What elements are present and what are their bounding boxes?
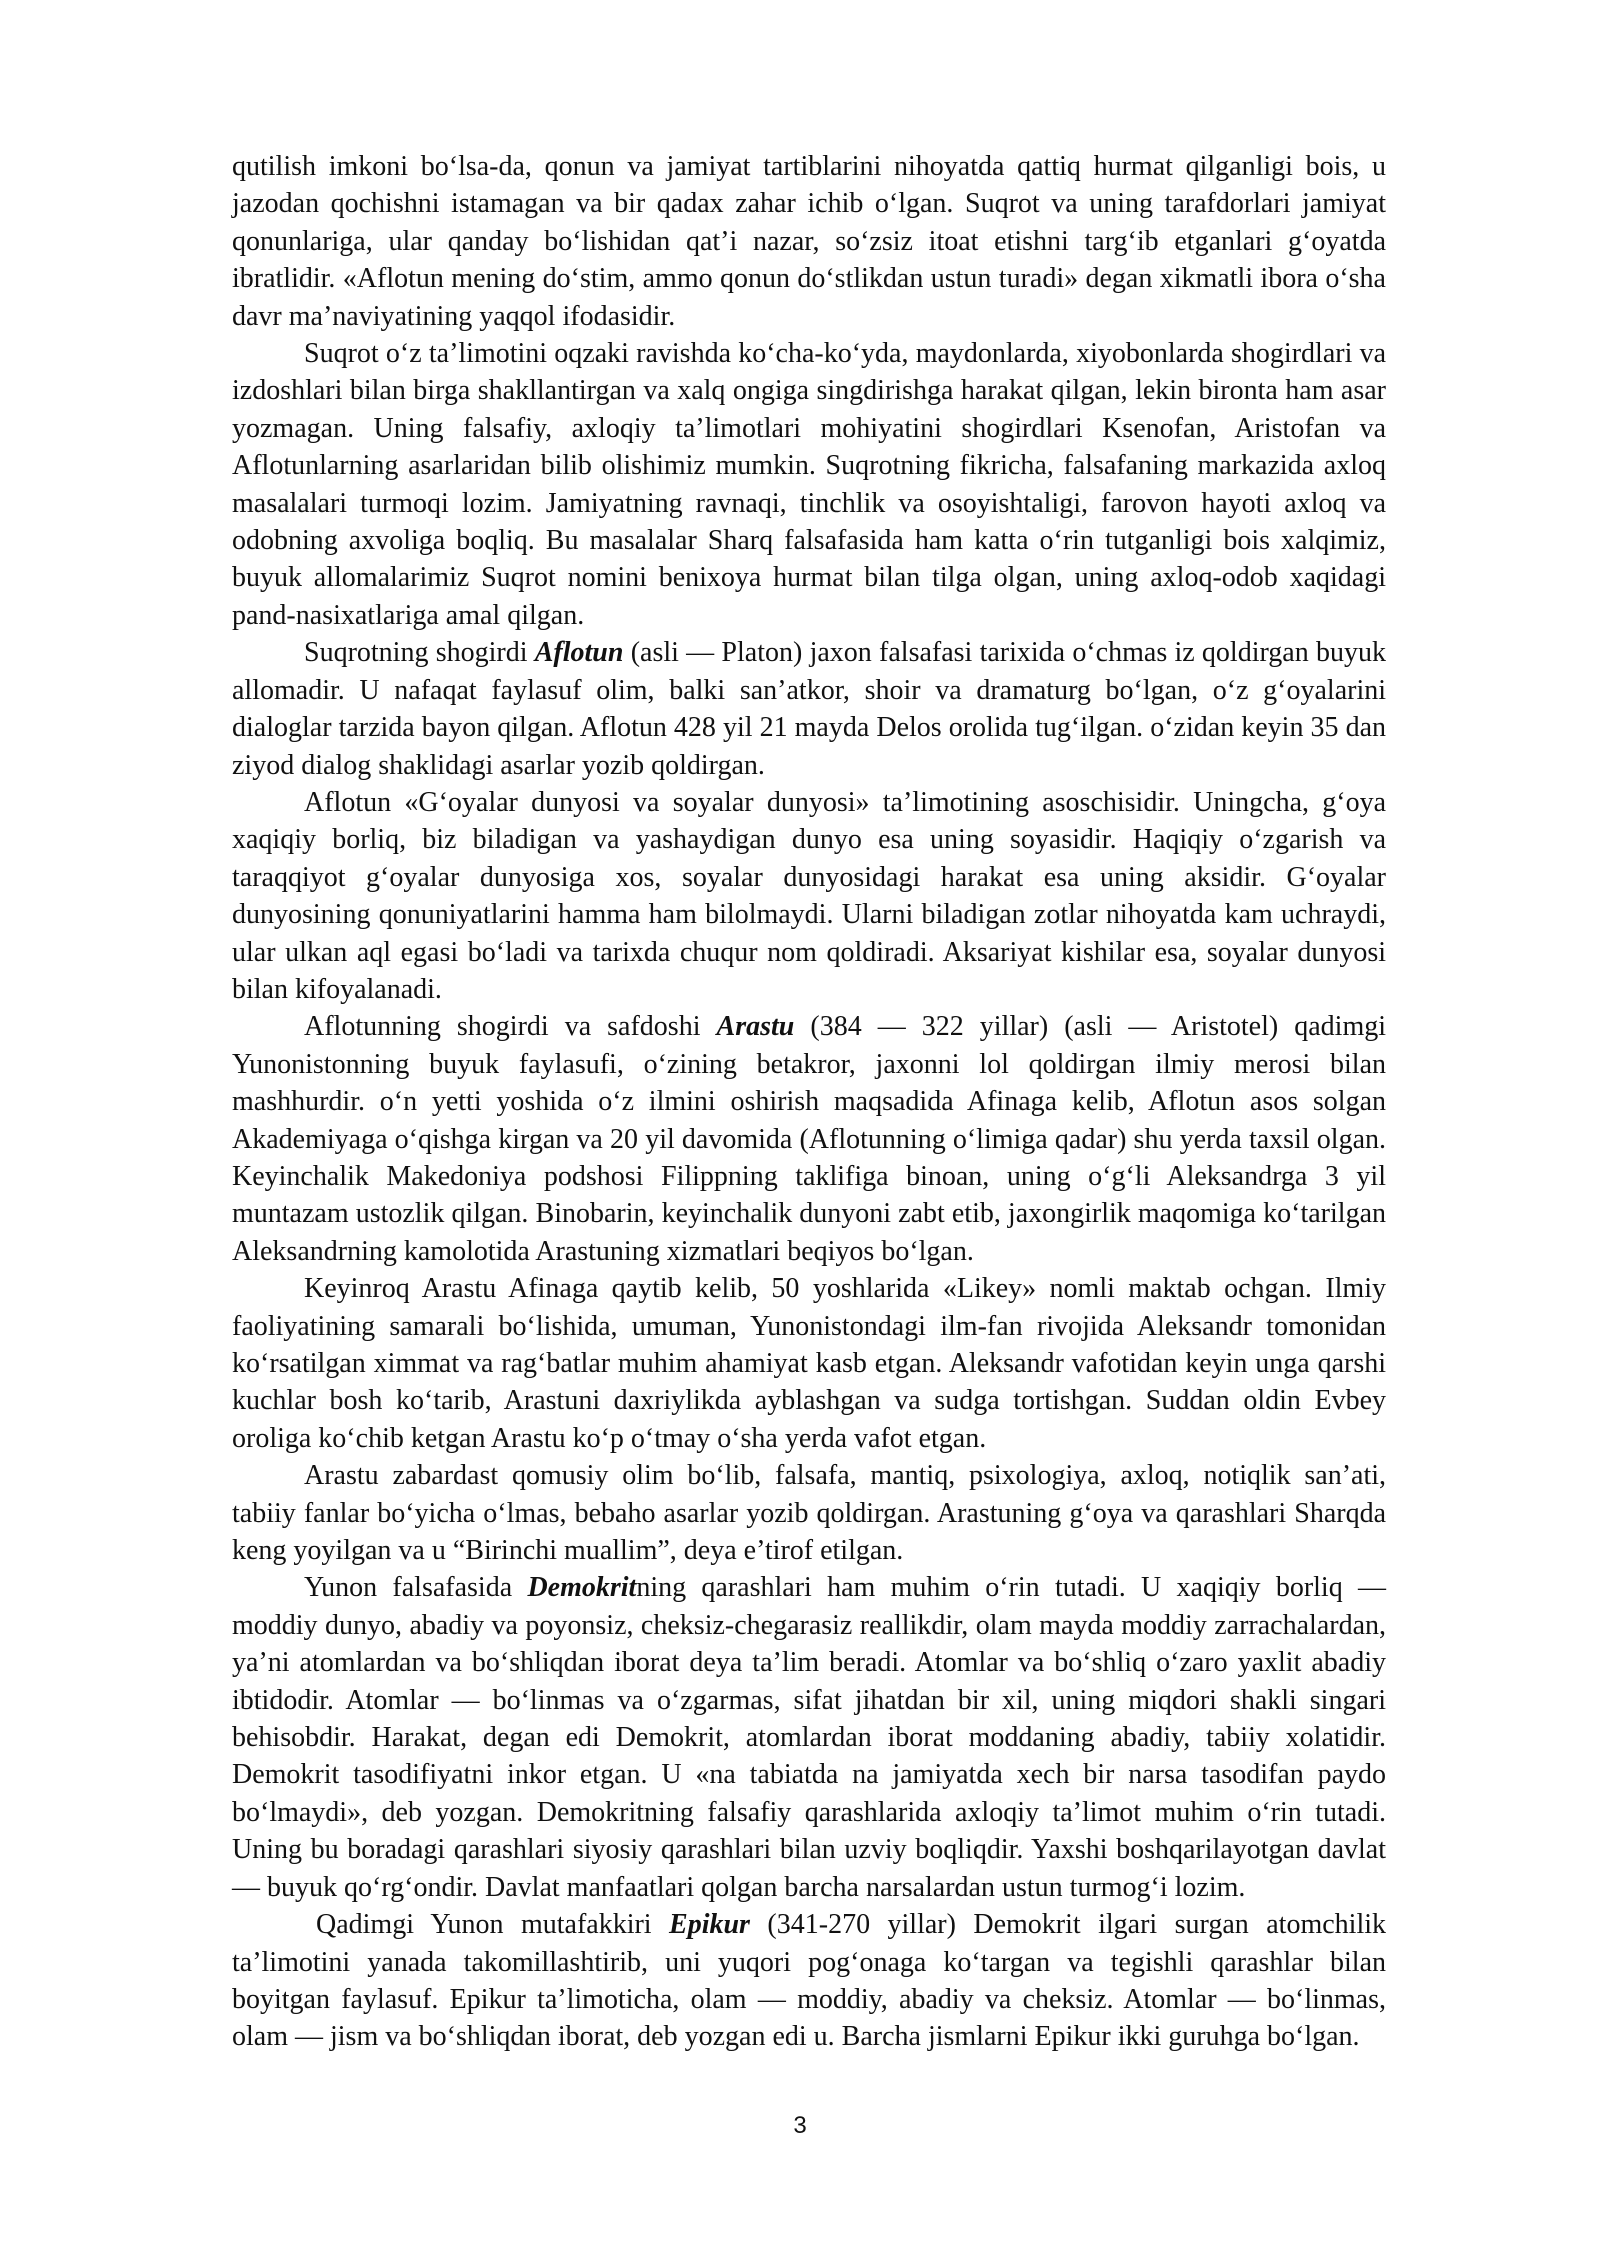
paragraph-lead-text: Aflotunning shogirdi va safdoshi bbox=[304, 1011, 717, 1043]
paragraph-lead-text: Suqrotning shogirdi bbox=[304, 637, 535, 669]
paragraph-body-text: ning qarashlari ham muhim o‘rin tutadi. U xaqiqiy borliq — moddiy dunyo, abadiy va poyonsiz, cheksiz-chegarasiz reallikdir, olam mayda moddiy zarrachalardan, ya’ni atomlardan va bo‘shliqdan iborat deya ta’lim beradi. Atomlar va bo‘shliq o‘zaro yaxlit abadiy ibtidodir. Atomlar — bo‘linmas va o‘zgarmas, sifat jihatdan bir xil, uning miqdori shakli singari behisobdir. Harakat, degan edi Demokrit, atomlardan iborat moddaning abadiy, tabiiy xolatidir. Demokrit tasodifiyatni inkor etgan. U «na tabiatda na jamiyatda xech bir narsa tasodifan paydo bo‘lmaydi», deb yozgan. Demokritning falsafiy qarashlarida axloqiy ta’limot muhim o‘rin tutadi. Uning bu boradagi qarashlari siyosiy qarashlari bilan uzviy boqliqdir. Yaxshi boshqarilayotgan davlat — buyuk qo‘rg‘ondir. Davlat manfaatlari qolgan barcha narsalardan ustun turmog‘i lozim. bbox=[232, 1572, 1387, 1903]
paragraph-arastu-intro bbox=[232, 1008, 1386, 1270]
philosopher-name-epikur: Epikur bbox=[669, 1909, 750, 1941]
paragraph-demokrit bbox=[232, 1569, 1386, 1906]
paragraph-suqrot-teaching: Suqrot o‘z ta’limotini oqzaki ravishda ko‘cha-ko‘yda, maydonlarda, xiyobonlarda shogirdlari va izdoshlari bilan birga shakllantirgan va xalq ongiga singdirishga harakat qilgan, lekin bironta ham asar yozmagan. Uning falsafiy, axloqiy ta’limotlari mohiyatini shogirdlari Ksenofan, Aristofan va Aflotunlarning asarlaridan bilib olishimiz mumkin. Suqrotning fikricha, falsafaning markazida axloq masalalari turmoqi lozim. Jamiyatning ravnaqi, tinchlik va osoyishtaligi, farovon hayoti axloq va odobning axvoliga boqliq. Bu masalalar Sharq falsafasida ham katta o‘rin tutganligi bois xalqimiz, buyuk allomalarimiz Suqrot nomini benixoya hurmat bilan tilga olgan, uning axloq-odob xaqidagi pand-nasixatlariga amal qilgan. bbox=[232, 338, 1386, 631]
philosopher-name-aflotun: Aflotun bbox=[534, 637, 624, 669]
paragraph-body-text: (384 — 322 yillar) (asli — Aristotel) qadimgi Yunonistonning buyuk faylasufi, o‘zining betakror, jaxonni lol qoldirgan ilmiy merosi bilan mashhurdir. o‘n yetti yoshida o‘z ilmini oshirish maqsadida Afinaga kelib, Aflotun asos solgan Akademiyaga o‘qishga kirgan va 20 yil davomida (Aflotunning o‘limiga qadar) shu yerda taxsil olgan. Keyinchalik Makedoniya podshosi Filippning taklifiga binoan, uning o‘g‘li Aleksandrga 3 yil muntazam ustozlik qilgan. Binobarin, keyinchalik dunyoni zabt etib, jaxongirlik maqomiga ko‘tarilgan Aleksandrning kamolotida Arastuning xizmatlari beqiyos bo‘lgan. bbox=[232, 1011, 1386, 1267]
document-page-body bbox=[232, 148, 1386, 2056]
page-number: 3 bbox=[793, 2112, 807, 2139]
paragraph-aflotun-ideas: Aflotun «G‘oyalar dunyosi va soyalar dunyosi» ta’limotining asoschisidir. Uningcha, g‘oya xaqiqiy borliq, biz biladigan va yashaydigan dunyo esa uning soyasidir. Haqiqiy o‘zgarish va taraqqiyot g‘oyalar dunyosiga xos, soyalar dunyosidagi harakat esa uning aksidir. G‘oyalar dunyosining qonuniyatlarini hamma ham bilolmaydi. Ularni biladigan zotlar nihoyatda kam uchraydi, ular ulkan aql egasi bo‘ladi va tarixda chuqur nom qoldiradi. Aksariyat kishilar esa, soyalar dunyosi bilan kifoyalanadi. bbox=[232, 786, 1386, 1005]
paragraph-body-text: (341-270 yillar) Demokrit ilgari surgan atomchilik ta’limotini yanada takomillashtirib, uni yuqori pog‘onaga ko‘targan va tegishli qarashlar bilan boyitgan faylasuf. Epikur ta’limoticha, olam — moddiy, abadiy va cheksiz. Atomlar — bo‘linmas, olam — jism va bo‘shliqdan iborat, deb yozgan edi u. Barcha jismlarni Epikur ikki guruhga bo‘lgan. bbox=[232, 1909, 1387, 2053]
paragraph-arastu-legacy: Arastu zabardast qomusiy olim bo‘lib, falsafa, mantiq, psixologiya, axloq, notiqlik san’ati, tabiiy fanlar bo‘yicha o‘lmas, bebaho asarlar yozib qoldirgan. Arastuning g‘oya va qarashlari Sharqda keng yoyilgan va u “Birinchi muallim”, deya e’tirof etilgan. bbox=[232, 1460, 1386, 1567]
paragraph-body-text: (asli — Platon) jaxon falsafasi tarixida o‘chmas iz qoldirgan buyuk allomadir. U nafaqat faylasuf olim, balki san’atkor, shoir va dramaturg bo‘lgan, o‘z g‘oyalarini dialoglar tarzida bayon qilgan. Aflotun 428 yil 21 mayda Delos orolida tug‘ilgan. o‘zidan keyin 35 dan ziyod dialog shaklidagi asarlar yozib qoldirgan. bbox=[232, 637, 1386, 781]
philosopher-name-arastu: Arastu bbox=[716, 1011, 795, 1043]
paragraph-aflotun-intro bbox=[232, 634, 1386, 784]
philosopher-name-demokrit: Demokrit bbox=[527, 1572, 637, 1604]
paragraph-suqrot-death: qutilish imkoni bo‘lsa-da, qonun va jamiyat tartiblarini nihoyatda qattiq hurmat qilganligi bois, u jazodan qochishni istamagan va bir qadax zahar ichib o‘lgan. Suqrot va uning tarafdorlari jamiyat qonunlariga, ular qanday bo‘lishidan qat’i nazar, so‘zsiz itoat etishni targ‘ib etganlari g‘oyatda ibratlidir. «Aflotun mening do‘stim, ammo qonun do‘stlikdan ustun turadi» degan xikmatli ibora o‘sha davr ma’naviyatining yaqqol ifodasidir. bbox=[232, 151, 1386, 332]
paragraph-arastu-likey: Keyinroq Arastu Afinaga qaytib kelib, 50 yoshlarida «Likey» nomli maktab ochgan. Ilmiy faoliyatining samarali bo‘lishida, umuman, Yunonistondagi ilm-fan rivojida Aleksandr tomonidan ko‘rsatilgan ximmat va rag‘batlar muhim ahamiyat kasb etgan. Aleksandr vafotidan keyin unga qarshi kuchlar bosh ko‘tarib, Arastuni daxriylikda ayblashgan va sudga tortishgan. Suddan oldin Evbey oroliga ko‘chib ketgan Arastu ko‘p o‘tmay o‘sha yerda vafot etgan. bbox=[232, 1273, 1386, 1454]
paragraph-lead-text: Qadimgi Yunon mutafakkiri bbox=[316, 1909, 670, 1941]
paragraph-epikur bbox=[232, 1906, 1386, 2056]
paragraph-lead-text: Yunon falsafasida bbox=[304, 1572, 528, 1604]
